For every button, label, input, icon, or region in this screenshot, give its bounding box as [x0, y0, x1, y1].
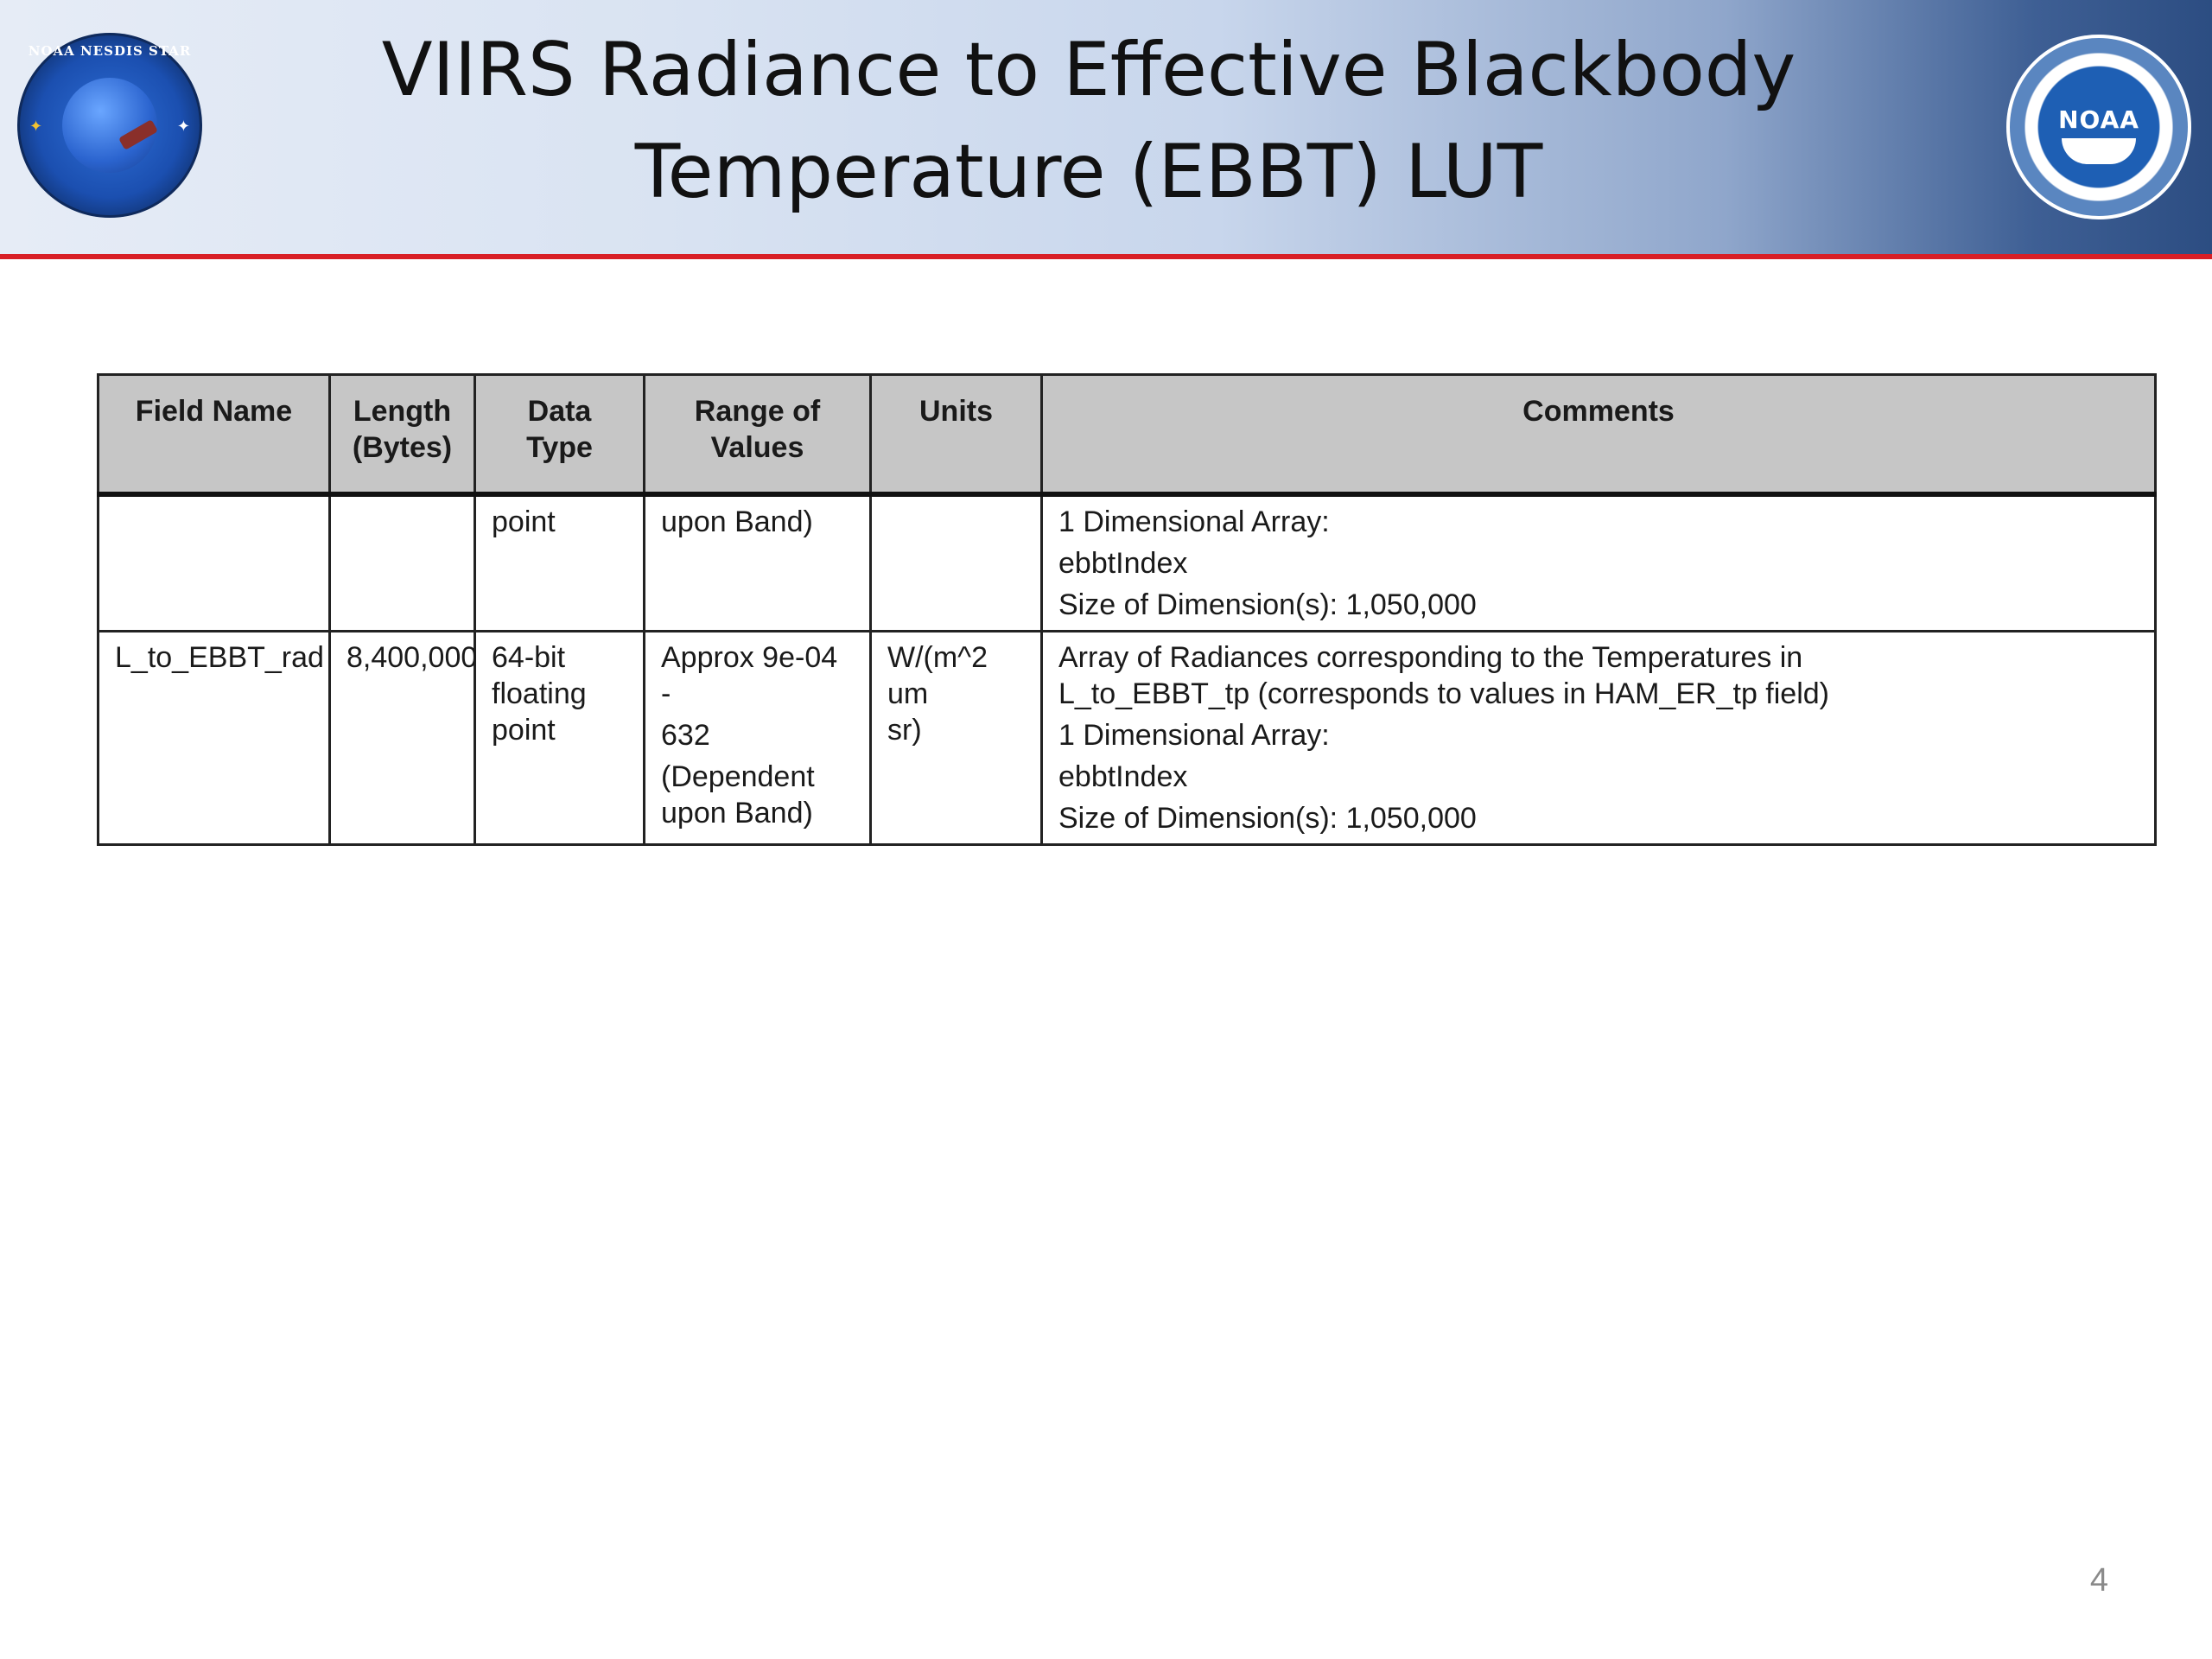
slide-title: [328, 19, 1849, 223]
header-field-name: Field Name: [99, 375, 330, 495]
star-icon: ✦: [29, 118, 43, 135]
cell-line: upon Band): [661, 797, 813, 830]
header-red-rule: [0, 254, 2212, 259]
cell-line: 64-bit: [492, 641, 566, 674]
cell-length: 8,400,000: [330, 632, 475, 845]
cell-units: [871, 632, 1042, 845]
cell-field-name: L_to_EBBT_rad: [99, 632, 330, 845]
cell-line: W/(m^2 um: [887, 641, 988, 710]
cell-field-name: [99, 494, 330, 632]
cell-range: [645, 494, 871, 632]
noaa-nesdis-star-logo-icon: [17, 33, 202, 218]
cell-line: upon Band): [661, 505, 813, 538]
header-data-type: Data Type: [475, 375, 645, 495]
seabird-icon: [2062, 138, 2136, 164]
table-row: [99, 632, 2156, 845]
logo-ring-text: NOAA NESDIS STAR: [28, 43, 192, 59]
cell-line: sr): [887, 714, 922, 747]
cell-line: 632: [661, 719, 710, 752]
header-units: Units: [871, 375, 1042, 495]
header-comments: Comments: [1042, 375, 2156, 495]
cell-line: ebbtIndex: [1058, 760, 1188, 793]
cell-line: Approx 9e-04 -: [661, 641, 838, 710]
cell-line: floating: [492, 677, 587, 710]
cell-line: point: [492, 714, 556, 747]
slide-title-line-2: Temperature (EBBT) LUT: [634, 129, 1543, 215]
table-row: [99, 494, 2156, 632]
cell-comments: [1042, 632, 2156, 845]
cell-line: 1 Dimensional Array:: [1058, 505, 1330, 538]
cell-line: Size of Dimension(s): 1,050,000: [1058, 802, 1477, 835]
cell-line: ebbtIndex: [1058, 547, 1188, 580]
cell-line: point: [492, 505, 556, 538]
header-range: Range of Values: [645, 375, 871, 495]
header-length: Length (Bytes): [330, 375, 475, 495]
slide-title-line-1: VIIRS Radiance to Effective Blackbody: [381, 27, 1796, 113]
cell-line: 1 Dimensional Array:: [1058, 719, 1330, 752]
noaa-logo-icon: [2006, 35, 2191, 219]
noaa-logo-text: NOAA: [2058, 105, 2139, 134]
page-number: 4: [2089, 1562, 2108, 1599]
cell-range: [645, 632, 871, 845]
cell-line: Size of Dimension(s): 1,050,000: [1058, 588, 1477, 621]
cell-data-type: [475, 632, 645, 845]
cell-units: [871, 494, 1042, 632]
cell-data-type: [475, 494, 645, 632]
cell-line: (Dependent: [661, 760, 815, 793]
lut-table: [97, 373, 2157, 846]
table-header-row: [99, 375, 2156, 495]
lut-table-container: [97, 373, 2157, 846]
cell-line: L_to_EBBT_tp (corresponds to values in HAM_ER_tp field): [1058, 677, 1830, 710]
cell-comments: [1042, 494, 2156, 632]
cell-line: Array of Radiances corresponding to the Temperatures in: [1058, 641, 1803, 674]
star-icon: ✦: [176, 118, 190, 135]
cell-length: [330, 494, 475, 632]
